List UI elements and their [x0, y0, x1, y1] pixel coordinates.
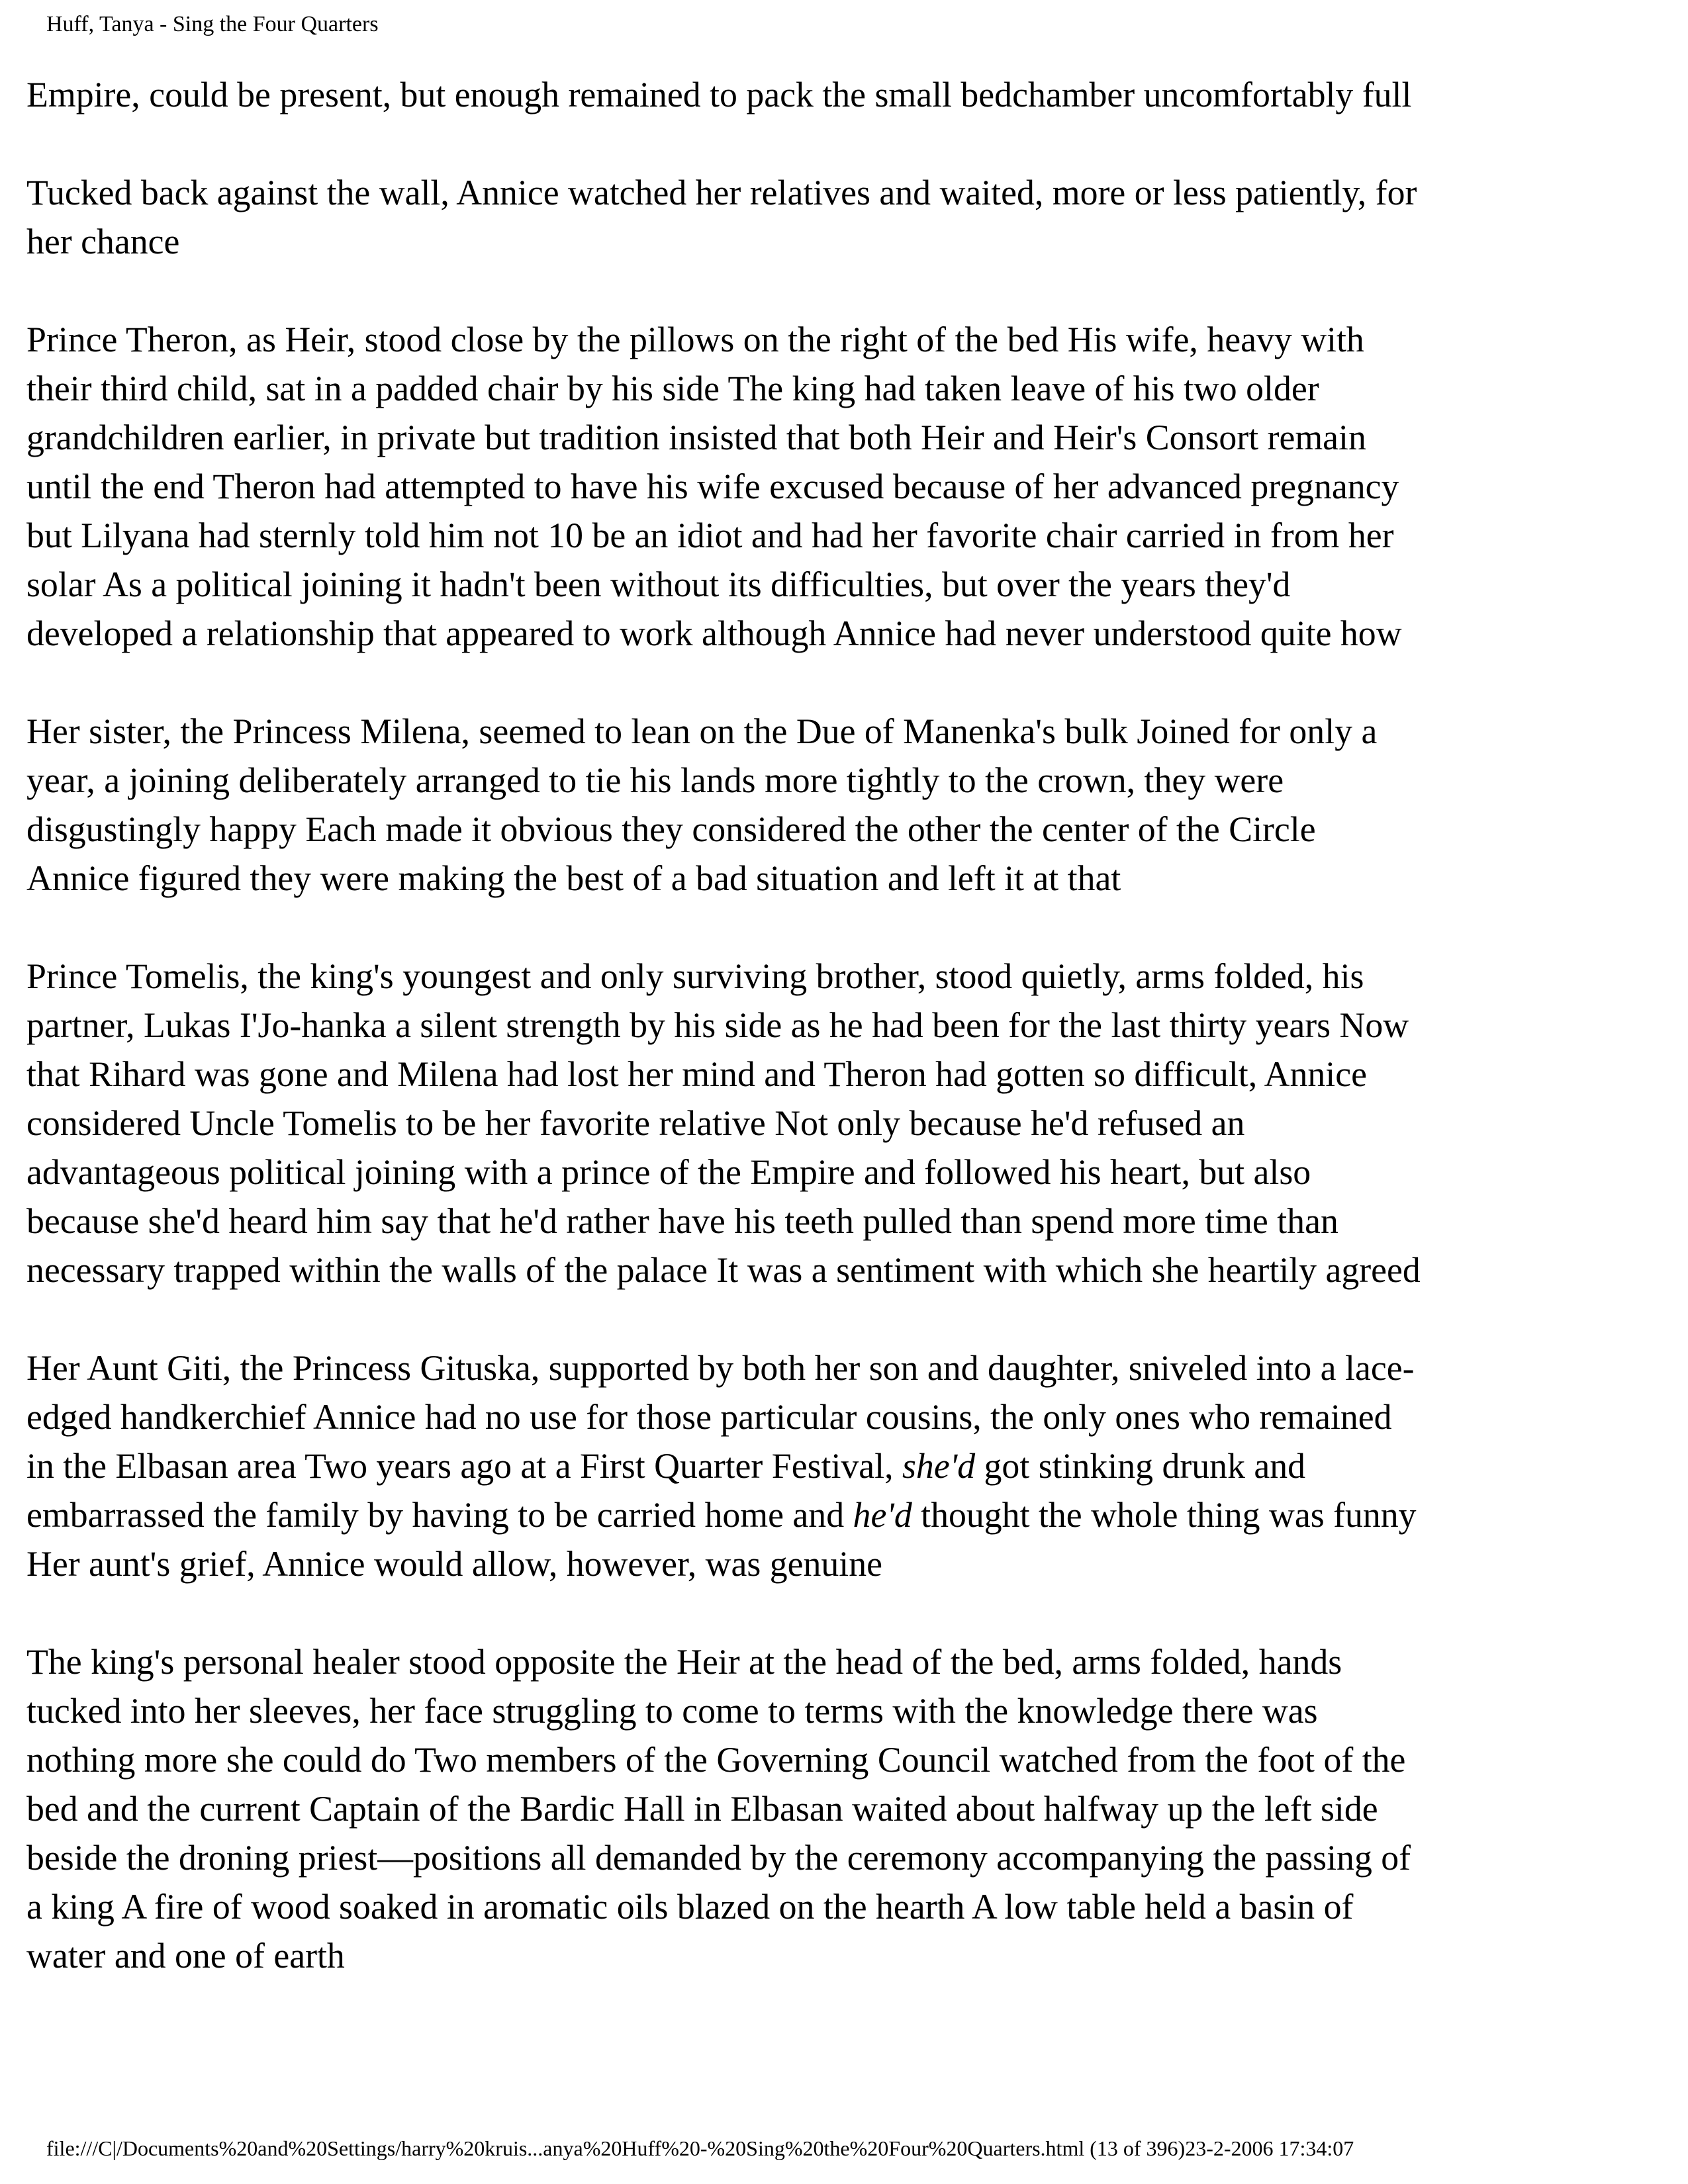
text-segment: considered Uncle Tomelis to be her favorite relative Not only because he'd refused an: [26, 1103, 1245, 1143]
text-segment: until the end Theron had attempted to have his wife excused because of her advanced pregnancy: [26, 467, 1399, 506]
text-line: [26, 756, 1662, 805]
italic-text: she'd: [902, 1446, 976, 1486]
text-segment: their third child, sat in a padded chair by his side The king had taken leave of his two older: [26, 369, 1319, 408]
text-segment: embarrassed the family by having to be carried home and: [26, 1495, 853, 1535]
text-segment: her chance: [26, 222, 180, 261]
text-segment: got stinking drunk and: [975, 1446, 1306, 1486]
text-segment: Annice figured they were making the best of a bad situation and left it at that: [26, 858, 1121, 898]
text-segment: nothing more she could do Two members of the Governing Council watched from the foot of the: [26, 1740, 1406, 1780]
text-line: [26, 1833, 1662, 1882]
text-segment: in the Elbasan area Two years ago at a First Quarter Festival,: [26, 1446, 902, 1486]
text-segment: Tucked back against the wall, Annice watched her relatives and waited, more or less patiently, for: [26, 173, 1417, 212]
text-line: [26, 168, 1662, 217]
page-header-title: Huff, Tanya - Sing the Four Quarters: [46, 12, 379, 36]
text-segment: necessary trapped within the walls of the palace It was a sentiment with which she heartily agreed: [26, 1250, 1421, 1290]
text-segment: disgustingly happy Each made it obvious they considered the other the center of the Circle: [26, 809, 1316, 849]
text-line: [26, 364, 1662, 413]
text-line: [26, 1246, 1662, 1295]
text-line: [26, 952, 1662, 1001]
text-segment: bed and the current Captain of the Bardic Hall in Elbasan waited about halfway up the left side: [26, 1789, 1378, 1829]
text-line: [26, 511, 1662, 560]
text-line: [26, 462, 1662, 511]
text-segment: Her Aunt Giti, the Princess Gituska, supported by both her son and daughter, sniveled into a lace-: [26, 1348, 1415, 1388]
text-segment: Her aunt's grief, Annice would allow, however, was genuine: [26, 1544, 883, 1584]
text-segment: beside the droning priest—positions all demanded by the ceremony accompanying the passing of: [26, 1838, 1411, 1878]
text-segment: but Lilyana had sternly told him not 10 be an idiot and had her favorite chair carried in from her: [26, 516, 1394, 555]
text-segment: a king A fire of wood soaked in aromatic oils blazed on the hearth A low table held a basin of: [26, 1887, 1354, 1927]
text-segment: solar As a political joining it hadn't been without its difficulties, but over the years they'd: [26, 565, 1291, 604]
text-line: [26, 1148, 1662, 1197]
paragraph: [26, 315, 1668, 658]
text-line: [26, 707, 1662, 756]
text-segment: thought the whole thing was funny: [912, 1495, 1417, 1535]
text-line: [26, 1441, 1662, 1490]
text-segment: Empire, could be present, but enough remained to pack the small bedchamber uncomfortably full: [26, 75, 1412, 114]
italic-text: he'd: [853, 1495, 912, 1535]
text-line: [26, 1490, 1662, 1539]
text-line: [26, 805, 1662, 854]
paragraph: [26, 168, 1668, 266]
text-line: [26, 217, 1662, 266]
text-segment: edged handkerchief Annice had no use for those particular cousins, the only ones who remained: [26, 1397, 1392, 1437]
paragraph: [26, 952, 1668, 1295]
text-segment: that Rihard was gone and Milena had lost her mind and Theron had gotten so difficult, Annice: [26, 1054, 1367, 1094]
paragraph: [26, 1637, 1668, 1980]
text-line: [26, 1099, 1662, 1148]
book-text-body: [26, 70, 1668, 2029]
text-line: [26, 413, 1662, 462]
text-line: [26, 315, 1662, 364]
paragraph: [26, 707, 1668, 903]
text-segment: grandchildren earlier, in private but tradition insisted that both Heir and Heir's Consort remain: [26, 418, 1366, 457]
text-segment: partner, Lukas I'Jo-hanka a silent strength by his side as he had been for the last thirty years Now: [26, 1005, 1409, 1045]
text-segment: The king's personal healer stood opposite the Heir at the head of the bed, arms folded, hands: [26, 1642, 1342, 1682]
text-line: [26, 1931, 1662, 1980]
text-segment: tucked into her sleeves, her face struggling to come to terms with the knowledge there was: [26, 1691, 1318, 1731]
paragraph: [26, 70, 1668, 119]
paragraph: [26, 1343, 1668, 1588]
text-line: [26, 1197, 1662, 1246]
text-segment: water and one of earth: [26, 1936, 345, 1976]
text-line: [26, 560, 1662, 609]
text-segment: because she'd heard him say that he'd rather have his teeth pulled than spend more time than: [26, 1201, 1338, 1241]
text-segment: Prince Theron, as Heir, stood close by the pillows on the right of the bed His wife, heavy with: [26, 320, 1364, 359]
text-line: [26, 609, 1662, 658]
text-line: [26, 70, 1662, 119]
text-line: [26, 1686, 1662, 1735]
text-segment: Prince Tomelis, the king's youngest and only surviving brother, stood quietly, arms folded, his: [26, 956, 1364, 996]
text-line: [26, 1343, 1662, 1392]
text-line: [26, 1392, 1662, 1441]
text-line: [26, 1050, 1662, 1099]
text-line: [26, 854, 1662, 903]
text-segment: year, a joining deliberately arranged to tie his lands more tightly to the crown, they were: [26, 760, 1284, 800]
text-line: [26, 1001, 1662, 1050]
text-line: [26, 1882, 1662, 1931]
page-footer-file-path: file:///C|/Documents%20and%20Settings/harry%20kruis...anya%20Huff%20-%20Sing%20the%20Four%20Quarters.html (13 of 396)23-2-2006 17:34:07: [46, 2136, 1354, 2160]
text-segment: Her sister, the Princess Milena, seemed to lean on the Due of Manenka's bulk Joined for only a: [26, 711, 1378, 751]
text-line: [26, 1539, 1662, 1588]
text-segment: advantageous political joining with a prince of the Empire and followed his heart, but also: [26, 1152, 1311, 1192]
text-line: [26, 1637, 1662, 1686]
text-segment: developed a relationship that appeared to work although Annice had never understood quite how: [26, 614, 1402, 653]
text-line: [26, 1735, 1662, 1784]
text-line: [26, 1784, 1662, 1833]
